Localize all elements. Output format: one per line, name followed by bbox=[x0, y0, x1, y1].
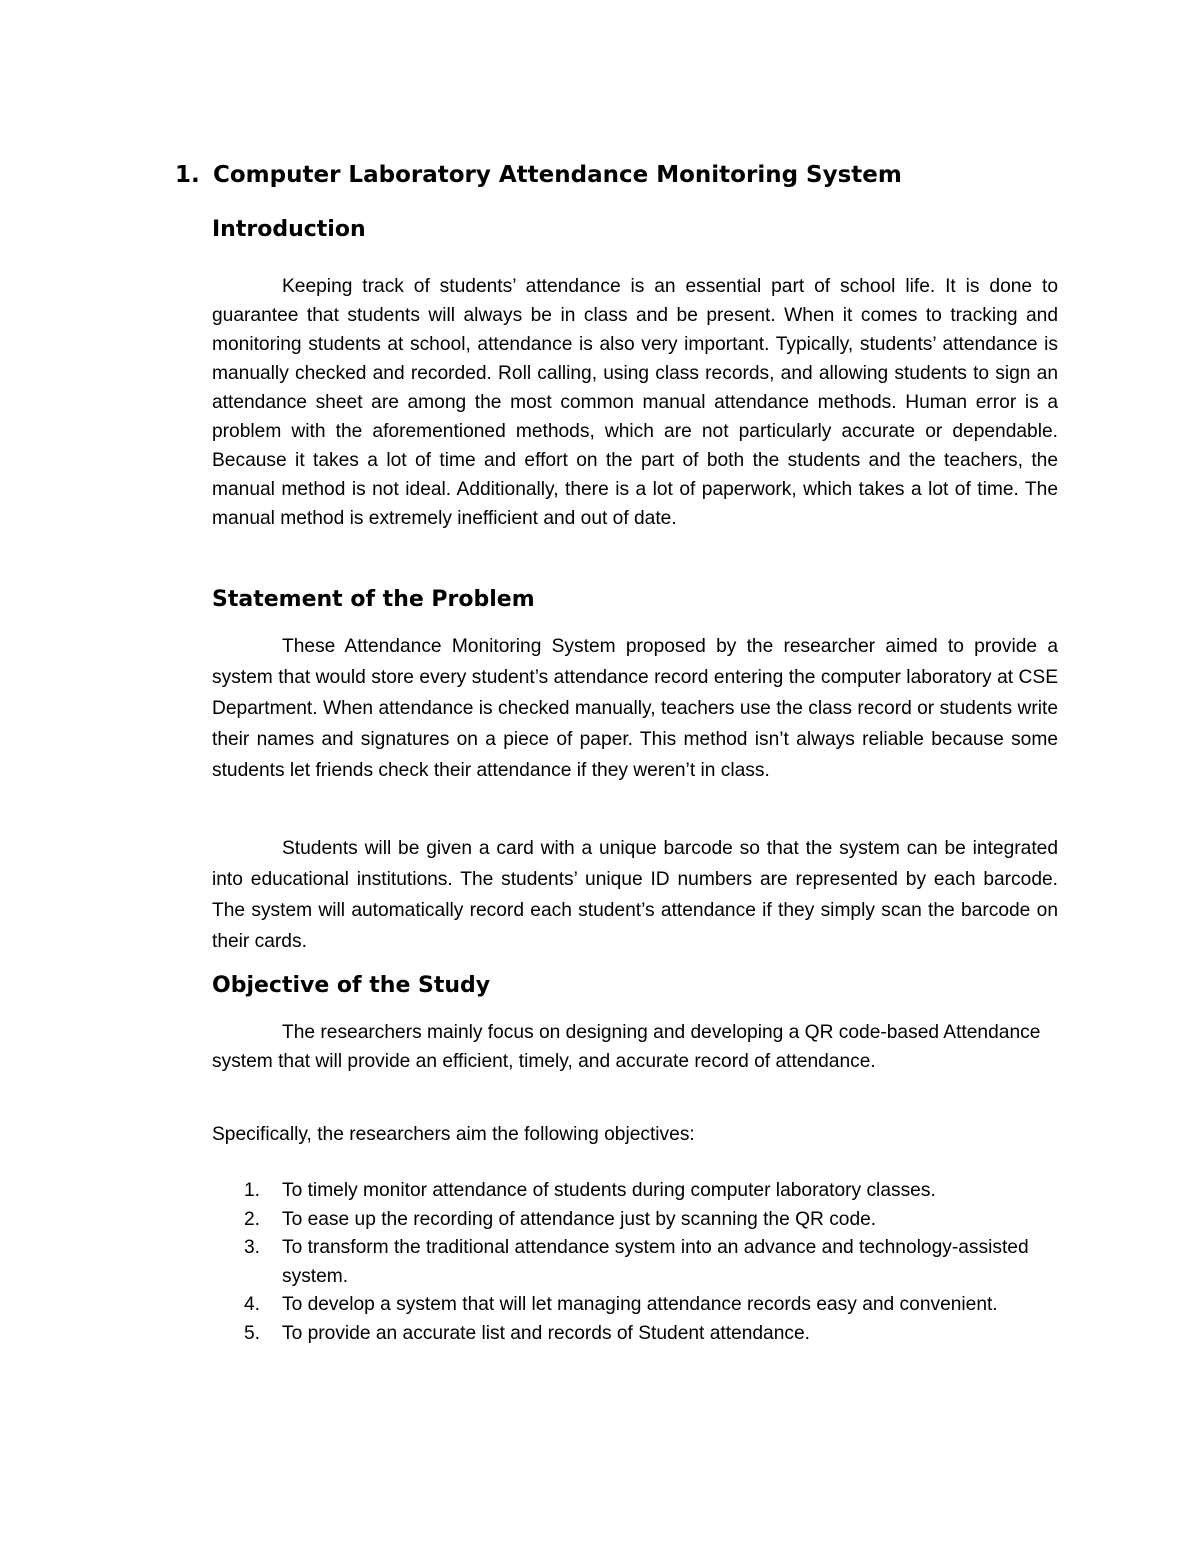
list-item-number: 5. bbox=[244, 1322, 261, 1344]
objectives-list bbox=[212, 1177, 1058, 1348]
title-number: 1. bbox=[175, 162, 200, 188]
introduction-paragraph: Keeping track of students’ attendance is an essential part of school life. It is done to guarantee that students will always be in class and be present. When it comes to tracking and monitoring students at school, attendance is also very important. Typically, students’ attendance is manually checked and recorded. Roll calling, using class records, and allowing students to sign an attendance sheet are among the most common manual attendance methods. Human error is a problem with the aforementioned methods, which are not particularly accurate or dependable. Because it takes a lot of time and effort on the part of both the students and the teachers, the manual method is not ideal. Additionally, there is a lot of paperwork, which takes a lot of time. The manual method is extremely inefficient and out of date. bbox=[212, 276, 1058, 529]
list-item-number: 3. bbox=[244, 1237, 261, 1258]
list-item bbox=[212, 1206, 1058, 1235]
list-item-text: To timely monitor attendance of students during computer laboratory classes. bbox=[282, 1180, 936, 1201]
list-item bbox=[212, 1234, 1058, 1291]
list-item-text: To provide an accurate list and records of Student attendance. bbox=[282, 1322, 810, 1344]
list-item-text: To ease up the recording of attendance just by scanning the QR code. bbox=[282, 1208, 877, 1230]
objective-lead-in: Specifically, the researchers aim the following objectives: bbox=[212, 1124, 695, 1145]
problem-paragraph-2: Students will be given a card with a unique barcode so that the system can be integrated into educational institutions. The students’ unique ID numbers are represented by each barcode. The system will automatically record each student’s attendance if they simply scan the barcode on their cards. bbox=[212, 838, 1058, 952]
list-item bbox=[212, 1177, 1058, 1206]
problem-paragraph-1: These Attendance Monitoring System proposed by the researcher aimed to provide a system that would store every student’s attendance record entering the computer laboratory at CSE Department. When attendance is checked manually, teachers use the class record or students write their names and signatures on a piece of paper. This method isn’t always reliable because some students let friends check their attendance if they weren’t in class. bbox=[212, 636, 1058, 781]
list-item-number: 1. bbox=[244, 1180, 261, 1201]
list-item bbox=[212, 1320, 1058, 1349]
introduction-heading: Introduction bbox=[212, 217, 366, 242]
list-item-text: To transform the traditional attendance system into an advance and technology-assisted system. bbox=[282, 1237, 1029, 1287]
objective-paragraph: The researchers mainly focus on designing and developing a QR code-based Attendance system that will provide an efficient, timely, and accurate record of attendance. bbox=[212, 1022, 1041, 1072]
list-item-text: To develop a system that will let managing attendance records easy and convenient. bbox=[282, 1294, 998, 1315]
problem-heading: Statement of the Problem bbox=[212, 587, 535, 612]
document-title bbox=[175, 158, 1075, 192]
list-item bbox=[212, 1291, 1058, 1320]
objective-heading: Objective of the Study bbox=[212, 973, 491, 998]
list-item-number: 4. bbox=[244, 1294, 261, 1315]
list-item-number: 2. bbox=[244, 1208, 261, 1230]
title-text: Computer Laboratory Attendance Monitoring System bbox=[213, 162, 902, 188]
